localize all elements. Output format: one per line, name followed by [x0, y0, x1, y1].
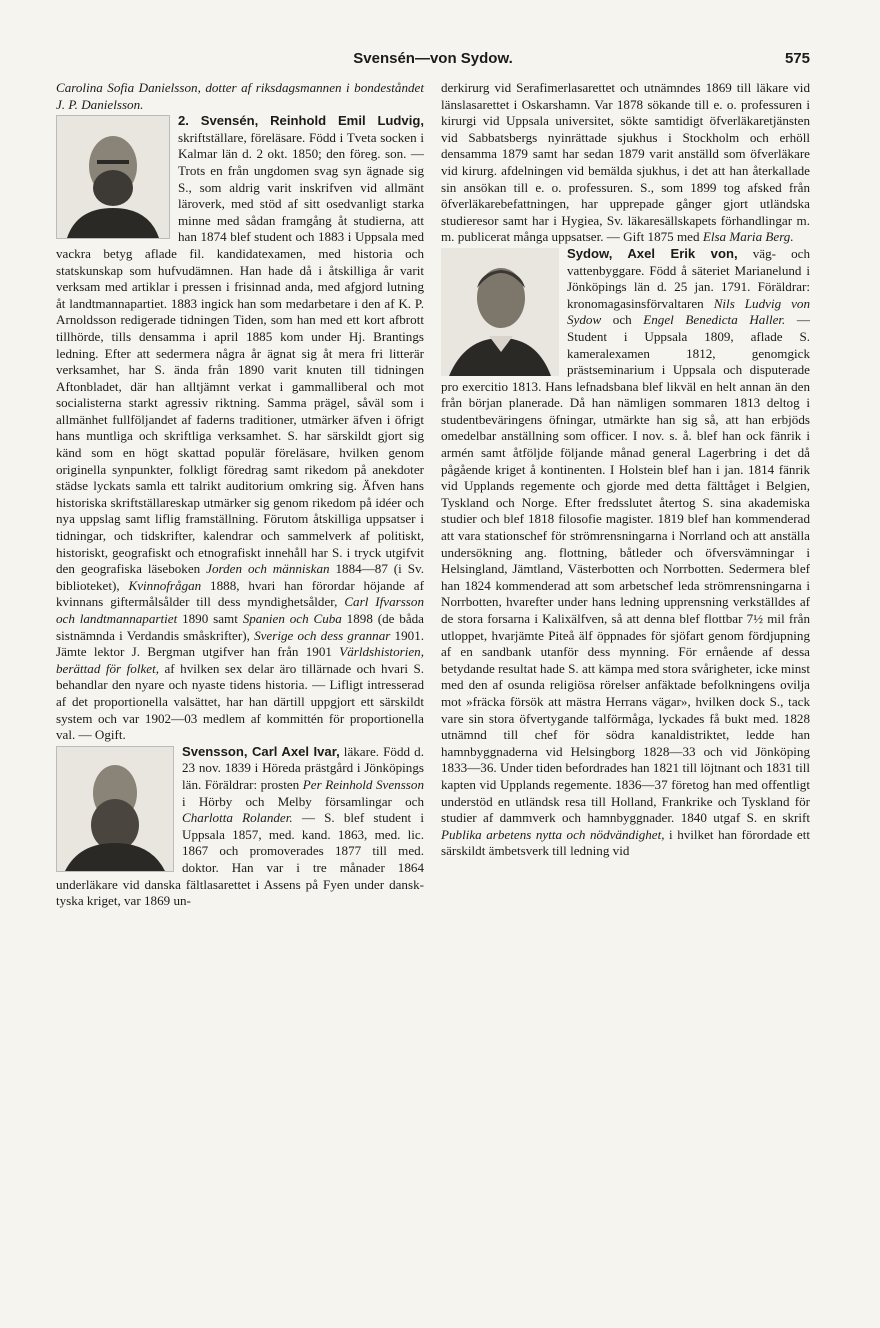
entry-text: och [601, 312, 644, 328]
entry-text: i Hörby och Melby församlingar och [182, 793, 424, 809]
italic-title: Världshistorien, berättad för folket, [56, 644, 424, 676]
entry-text: 1884—87 (i Sv. biblioteket), [56, 561, 424, 593]
italic-title: Carl Ifvarsson och landtmannapartiet [56, 594, 424, 626]
italic-title: Publika arbetens nytta och nödvändighet, [441, 826, 665, 842]
italic-name: Charlotta Rolander. [182, 810, 293, 826]
entry-text: skriftställare, föreläsare. Född i Tveta socken i Kalmar län d. 2 okt. 1850; den föreg. son. — Trots en från ungdomen svag syn ägnade sig S., som aldrig varit inskrifven vid allmänt läroverk, med stöd af sitt osedvanligt starka minne med sådan framgång åt studierna, att han 1874 blef student och 1883 i Uppsala med vackra betyg aflade fil. kandidatexamen, med historia och statskunskap som hufvudämnen. Han hade då i åtskilliga år varit verksam med artiklar i pressen i frisinnad anda, med afgjord lutning åt landtmannapartiet. 1883 ingick han som medarbetare i den af K. P. Arnoldsson redigerade tidningen Tiden, som han med ett kort afbrott tillhörde, tills densamma i april 1885 kom under Hj. Brantings ledning. Efter att sedermera några år ägnat sig åt mera fri litterär verksamhet, har S. ända från 1890 varit knuten till tidningen Aftonbladet, där han alltjämnt verkat i gammalliberal och mot socialisterna starkt agressiv riktning. Samma prägel, såväl som i allmänhet fullföljandet af faderns traditioner, utmärker äfven i öfrigt hans muntliga och skriftliga verksamhet. S. har särskildt gjort sig känd som en högt skattad populär föreläsare, hvilken genom originella synpunkter, folkligt föredrag samt rikedom på anekdoter städse lyckats samla ett talrikt auditorium omkring sig. Äfven hans historiska skriftställareskap utmärker sig genom rikedom på idéer och nya uppslag samt liflig framställning. Förutom åtskilliga uppsatser i tidningar, och tidskrifter, kalendrar och sammelverk af politiskt, historiskt, geografiskt och etnografiskt innehåll har S. i tryck utgifvit den geografiska läseboken [56, 129, 424, 577]
entry-text: 1898 (de båda sistnämnda i Verdandis småskrifter), [56, 611, 424, 643]
entry-continuation [441, 80, 810, 246]
italic-name: Elsa Maria Berg. [702, 229, 794, 245]
entry-text: väg- och vattenbyggare. Född å säteriet Marianelund i Jönköpings län d. 25 jan. 1791. Föräldrar: kronomagasinsförvaltaren [567, 245, 810, 311]
portrait-sydow-image [441, 248, 559, 376]
right-column [441, 80, 810, 860]
italic-title: Spanien och Cuba [242, 611, 342, 626]
entry-head: Svensson, Carl Axel Ivar, [182, 743, 340, 759]
entry-head: 2. Svensén, Reinhold Emil Ludvig, [178, 113, 424, 129]
entry-text: — Student i Uppsala 1809, aflade S. kameralexamen 1812, genomgick prästseminarium i Uppsala och disputerade pro exercitio 1813. Hans lefnadsbana blef likväl en helt annan än den från början planerade. Då han nämligen sommaren 1813 deltog i studentbeväringens öfningar, utmärkte han sig så, att han erbjöds omedelbar anställning som officer. I nov. s. å. blef han ock fänrik i armén samt åtföljde följande månad general Lagerbring i det då pågående kriget å kontinenten. I Holstein blef han i jan. 1814 fänrik vid Upplands regemente och gjorde med detta fälttåget i Belgien, Tyskland och Norge. Efter fredsslutet återtog S. sina akademiska studier och blef 1818 filosofie magister. 1819 blef han kommenderad att vara stationschef för strömrensningarna i Norrland och att anställa undersökning ang. flottning, båtleder och öfversvämningar i Helsingland, Jämtland, Västerbotten och Norrbotten. Sedermera blef han 1824 kommenderad att som arbetschef leda strömrensningarna i Norrbotten, hvarefter under hans ledning upprensning verkställdes af de stora forsarna i Kalixälfven, så att denna blef flottbar 7½ mil från utloppet, hvarjämte Piteå älf öppnades för sjöfart genom fördjupning af en sandbank utanför dess mynning. För ernående af dessa betydande resultat hade S. att kämpa med stora svårigheter, icke minst med den af osunda religiösa rörelser anfäktade befolkningens ovilja mot »fräcka försök att mästra Herrans vägar», hvilken dock S., tack vare sin stora öfvertygande talförmåga, lyckades få bukt med. 1828 utnämnd till chef för södra kanaldistriktet, ledde han hamnbyggnaderna vid Helsingborg 1828—33 och vid Jönköping 1833—36. Under tiden befordrades han 1821 till löjtnant och 1831 till kapten vid Upplands regemente. 1836—37 företog han med offentligt understöd en utländsk resa till Holland, Frankrike och Tyskland för studier af dammverk och hamnbyggnader. 1840 utgaf S. en skrift [441, 312, 811, 826]
italic-title: Jorden och människan [206, 561, 330, 577]
italic-title: Sverige och dess grannar [254, 627, 391, 643]
page-header [56, 50, 810, 70]
entry-svensen [56, 113, 424, 744]
entry-text: af hvilken sex delar äro tillärnade och hvari S. behandlar den nyare och nyaste tidens historia. — Lifligt intresserad af det proportionella valsättet, har han därtill uppgjort ett särskildt system och var 1902—03 medlem af kommittén för proportionella val. — Ogift. [56, 660, 424, 743]
italic-name: Nils Ludvig von Sydow [567, 295, 811, 328]
entry-svensson [56, 744, 424, 910]
italic-name: Per Reinhold Svensson [302, 776, 424, 792]
entry-text: läkare. Född d. 23 nov. 1839 i Höreda prästgård i Jönköpings län. Föräldrar: prosten [182, 743, 424, 792]
italic-title: Kvinnofrågan [128, 577, 202, 593]
portrait-svensson-image [56, 746, 174, 872]
running-title: Svensén—von Sydow. [353, 50, 513, 67]
left-column [56, 80, 424, 910]
entry-continuation [56, 80, 424, 113]
entry-text: — S. blef student i Uppsala 1857, med. kand. 1863, med. lic. 1867 och promoverades 1877 till med. doktor. Han var i tre månader 1864 underläkare vid danska fältlasarettet i Assens på Fyen under dansk-tyska kriget, var 1869 un- [56, 810, 424, 909]
entry-text: 1901. Jämte lektor J. Bergman utgifver han från 1901 [56, 627, 425, 660]
entry-head: Sydow, Axel Erik von, [567, 245, 738, 261]
entry-text: 1888, hvari han förordar höjande af kvinnans giftermålsålder till dess myndighetsålder, [56, 577, 424, 610]
portrait-svensen-image [56, 115, 170, 239]
page-number: 575 [784, 50, 810, 67]
entry-text: derkirurg vid Serafimerlasarettet och utnämndes 1869 till läkare vid länslasarettet i Oskarshamn. Var 1878 sökande till e. o. professuren i kirurgi vid Uppsala universitet, sökte samtidigt öfverläkaretjänsten vid Sabbatsbergs nyinrättade sjukhus i Stockholm och erhöll densamma 1879 samt har sedan 1879 varit anställd som öfverläkare vid kirurg. afdelningen vid bemälda sjukhus, i det att han återkallade sin ansökan till e. o. professuren. S., som 1899 tog afsked från öfverläkarebefattningen, har upprepade gånger gjort utländska studieresor samt har i Hygiea, Sv. läkaresällskapets förhandlingar m. m. publicerat många uppsatser. — Gift 1875 med [441, 80, 810, 245]
entry-sydow [441, 246, 810, 860]
italic-name: Engel Benedicta Haller. [643, 312, 786, 328]
entry-text: i hvilket han förordade ett särskildt ämbetsverk till ledning vid [441, 826, 811, 859]
entry-text: 1890 samt [177, 611, 243, 626]
italic-name: Carolina Sofia Danielsson, dotter af riksdagsmannen i bondeståndet J. P. Danielsson. [56, 80, 424, 112]
